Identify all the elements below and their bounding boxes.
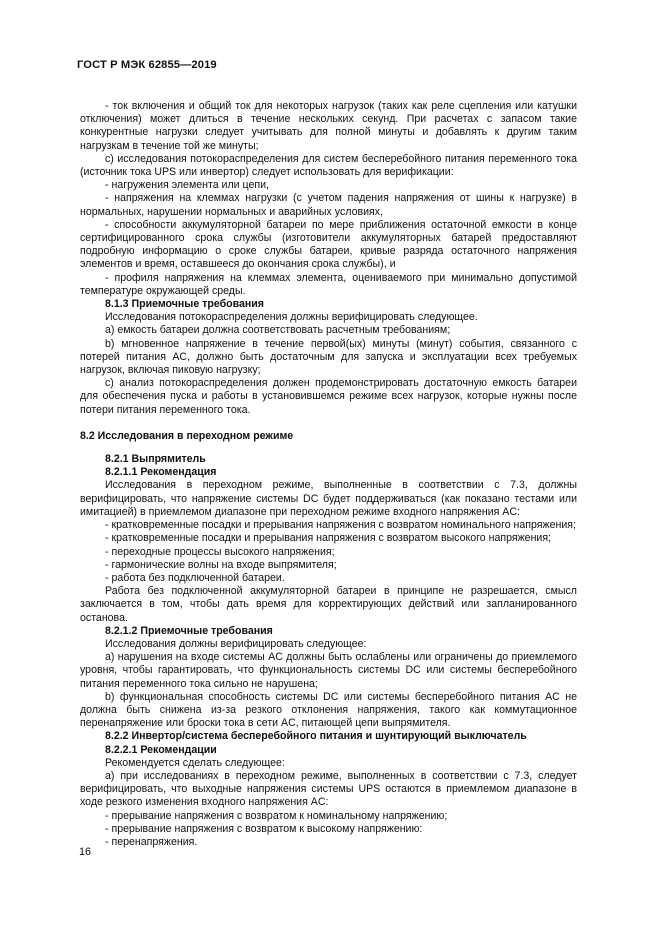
section-heading: 8.2.1.2 Приемочные требования xyxy=(105,624,273,637)
paragraph: Исследования в переходном режиме, выполненные в соответствии с 7.3, должны верифицировать, что напряжение системы DC будет поддерживаться (как показано тестами или имитацией) в приемлемом диапазоне при переходном режиме входного напряжения AC: xyxy=(80,479,577,518)
section-heading: 8.2.2.1 Рекомендации xyxy=(105,743,217,756)
paragraph: b) мгновенное напряжение в течение первой(ых) минуты (минут) события, связанного с потерей питания AC, должно быть достаточным для запуска и эксплуатации всех требуемых нагрузок, включая пиковую нагрузку; xyxy=(80,337,577,377)
paragraph: - гармонические волны на входе выпрямителя; xyxy=(105,558,337,571)
paragraph: c) исследования потокораспределения для систем бесперебойного питания переменного тока (источник тока UPS или инвертор) следует использовать для верификации: xyxy=(80,152,577,179)
document-body xyxy=(80,100,577,849)
paragraph: - кратковременные посадки и прерывания напряжения с возвратом номинального напряжения; xyxy=(105,519,576,532)
paragraph: c) анализ потокораспределения должен продемонстрировать достаточную емкость батареи для обеспечения пуска и работы в установившемся режиме всех нагрузок, которые нужны после потери питания переменного тока. xyxy=(80,377,577,416)
paragraph: - работа без подключенной батареи. xyxy=(105,571,285,584)
section-heading: 8.2.1 Выпрямитель xyxy=(105,453,206,466)
paragraph: Рекомендуется сделать следующее: xyxy=(105,756,285,769)
paragraph: - профиля напряжения на клеммах элемента, оцениваемого при минимально допустимой температуре окружающей среды. xyxy=(80,271,577,297)
paragraph: Исследования должны верифицировать следующее: xyxy=(105,637,367,650)
paragraph: a) емкость батареи должна соответствовать расчетным требованиям; xyxy=(105,324,451,337)
paragraph: - ток включения и общий ток для некоторых нагрузок (таких как реле сцепления или катушки отключения) может длиться в течение нескольких секунд. При расчетах с запасом такие конкурентные нагрузки следует учитывать для полной минуты и добавлять к другим таким нагрузкам в течение той же минуты; xyxy=(80,100,577,152)
paragraph: - способности аккумуляторной батареи по мере приближения остаточной емкости в конце сертифицированного срока службы (изготовители аккумуляторных батарей предоставляют подробную информацию о сроке службы батареи, кривые разряда остаточного напряжения элементов и время, оставшееся до окончания срока службы), и xyxy=(80,218,577,271)
paragraph: - перенапряжения. xyxy=(105,835,198,848)
section-heading: 8.2.1.1 Рекомендация xyxy=(105,466,217,479)
section-heading: 8.1.3 Приемочные требования xyxy=(105,298,264,311)
paragraph: - переходные процессы высокого напряжения; xyxy=(105,545,335,558)
paragraph: - нагружения элемента или цепи, xyxy=(105,179,269,192)
paragraph: - напряжения на клеммах нагрузки (с учетом падения напряжения от шины к нагрузке) в нормальных, нарушении нормальных и аварийных условиях, xyxy=(80,192,577,218)
page-number: 16 xyxy=(79,846,92,858)
paragraph: b) функциональная способность системы DC или системы бесперебойного питания AC не должна быть снижена из-за резкого отклонения напряжения, такого как коммутационное перенапряжение или броски тока в сети AC, питающей цепи выпрямителя. xyxy=(80,690,577,730)
section-heading: 8.2 Исследования в переходном режиме xyxy=(80,429,294,442)
paragraph: Исследования потокораспределения должны верифицировать следующее. xyxy=(105,311,478,324)
paragraph: - кратковременные посадки и прерывания напряжения с возвратом высокого напряжения; xyxy=(105,532,552,545)
paragraph: a) нарушения на входе системы AC должны быть ослаблены или ограничены до приемлемого уровня, чтобы гарантировать, что функциональность системы DC или системы бесперебойного питания переменного тока сильно не нарушена; xyxy=(80,651,577,690)
paragraph: - прерывание напряжения с возвратом к высокому напряжению: xyxy=(105,822,423,835)
section-heading: 8.2.2 Инвертор/система бесперебойного питания и шунтирующий выключатель xyxy=(105,730,527,743)
paragraph: a) при исследованиях в переходном режиме, выполненных в соответствии с 7.3, следует верифицировать, что выходные напряжения системы UPS остаются в приемлемом диапазоне в ходе резкого изменения входного напряжения AC: xyxy=(80,769,577,809)
paragraph: - прерывание напряжения с возвратом к номинальному напряжению; xyxy=(105,809,448,822)
document-header: ГОСТ Р МЭК 62855—2019 xyxy=(77,59,217,71)
paragraph: Работа без подключенной аккумуляторной батареи в принципе не разрешается, смысл заключается в том, чтобы дать время для корректирующих действий или запланированного останова. xyxy=(80,585,577,624)
